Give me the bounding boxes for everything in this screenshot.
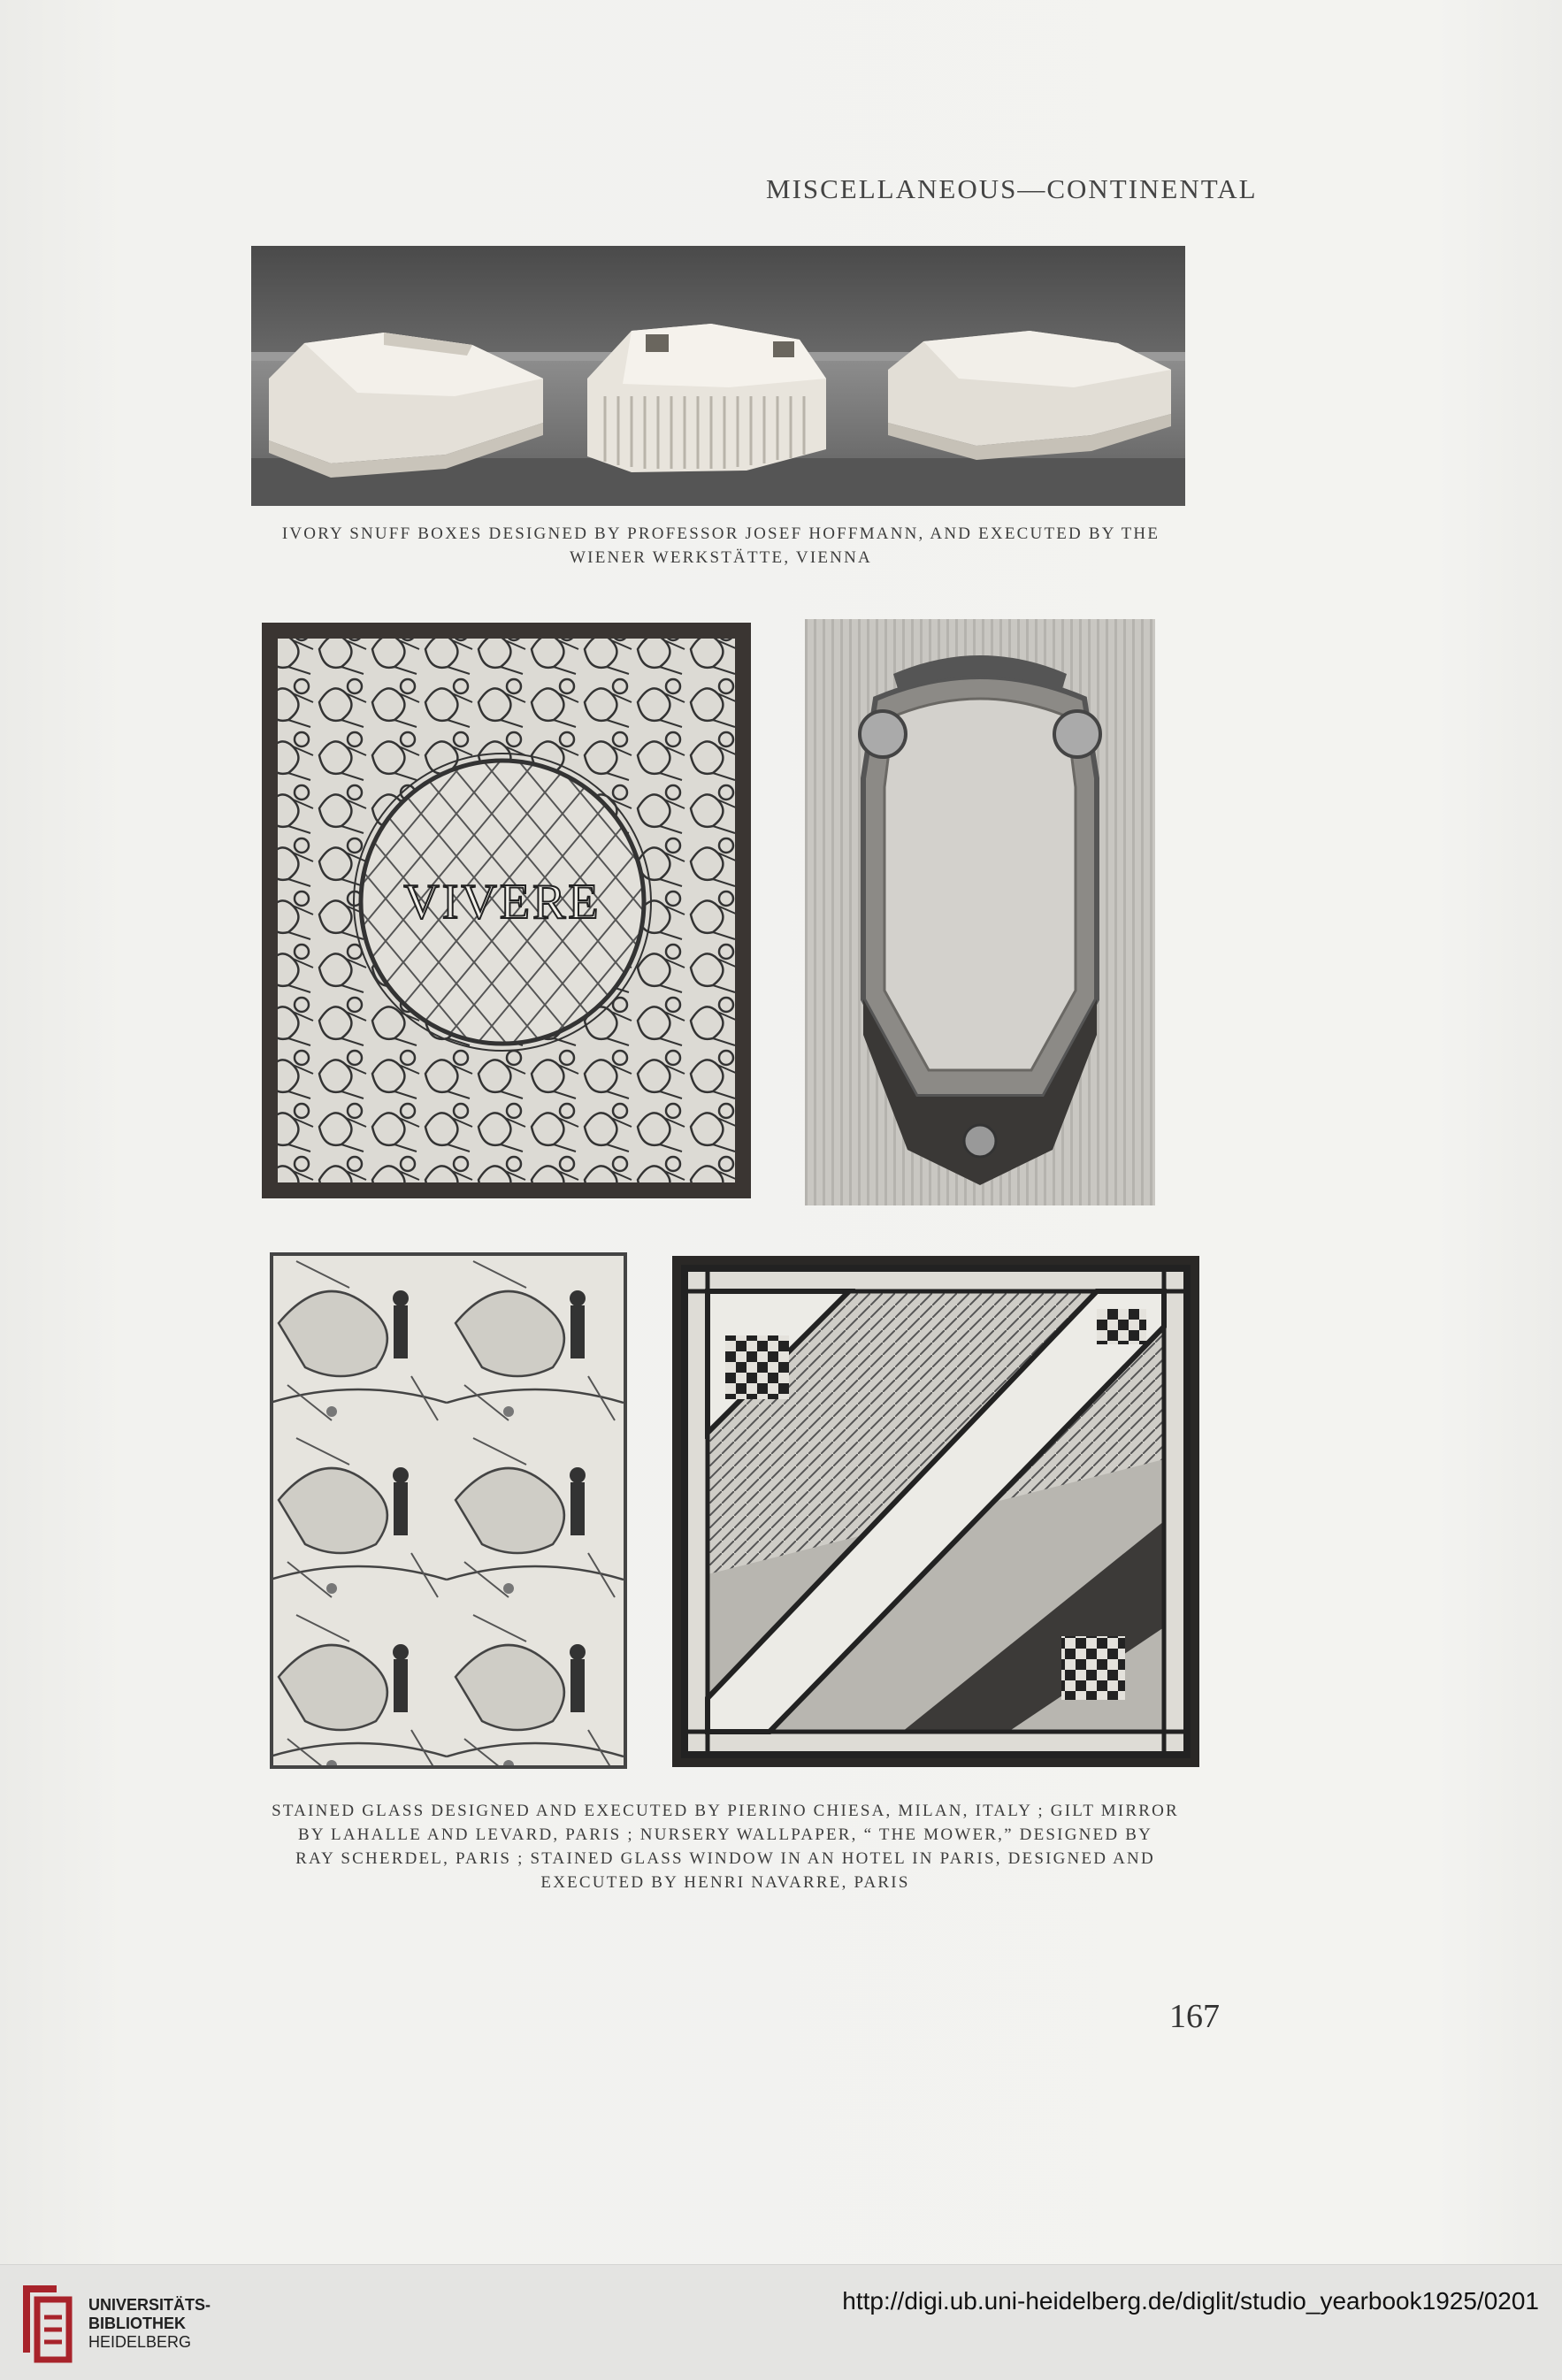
library-name-line: BIBLIOTHEK	[88, 2315, 186, 2332]
source-url-link[interactable]: http://digi.ub.uni-heidelberg.de/diglit/studio_yearbook1925/0201	[842, 2287, 1539, 2315]
library-name-line: HEIDELBERG	[88, 2333, 192, 2351]
library-name	[88, 2296, 211, 2352]
caption-line: STAINED GLASS DESIGNED AND EXECUTED BY PIERINO CHIESA, MILAN, ITALY ; GILT MIRROR	[272, 1802, 1179, 1820]
navarre-window-photo	[672, 1256, 1199, 1767]
caption-line: BY LAHALLE AND LEVARD, PARIS ; NURSERY WALLPAPER, “ THE MOWER,” DESIGNED BY	[297, 1825, 1153, 1844]
running-head: MISCELLANEOUS—CONTINENTAL	[766, 173, 1258, 204]
library-name-line: UNIVERSITÄTS-	[88, 2296, 211, 2314]
page-number: 167	[1169, 1998, 1220, 2035]
caption-line: WIENER WERKSTÄTTE, VIENNA	[570, 548, 872, 567]
vivere-inscription: VIVERE	[403, 875, 601, 930]
mower-wallpaper-photo	[270, 1252, 627, 1769]
gilt-mirror-photo	[805, 619, 1155, 1205]
snuff-boxes-photo	[251, 246, 1185, 506]
caption-line: IVORY SNUFF BOXES DESIGNED BY PROFESSOR JOSEF HOFFMANN, AND EXECUTED BY THE	[281, 524, 1160, 543]
snuff-boxes-caption	[230, 522, 1212, 570]
caption-line: EXECUTED BY HENRI NAVARRE, PARIS	[540, 1873, 910, 1892]
stained-glass-vivere-photo	[262, 623, 751, 1198]
caption-line: RAY SCHERDEL, PARIS ; STAINED GLASS WINDOW IN AN HOTEL IN PARIS, DESIGNED AND	[295, 1849, 1155, 1868]
group-caption	[239, 1799, 1212, 1894]
library-logo	[18, 2280, 74, 2365]
digitization-footer	[0, 2264, 1562, 2380]
